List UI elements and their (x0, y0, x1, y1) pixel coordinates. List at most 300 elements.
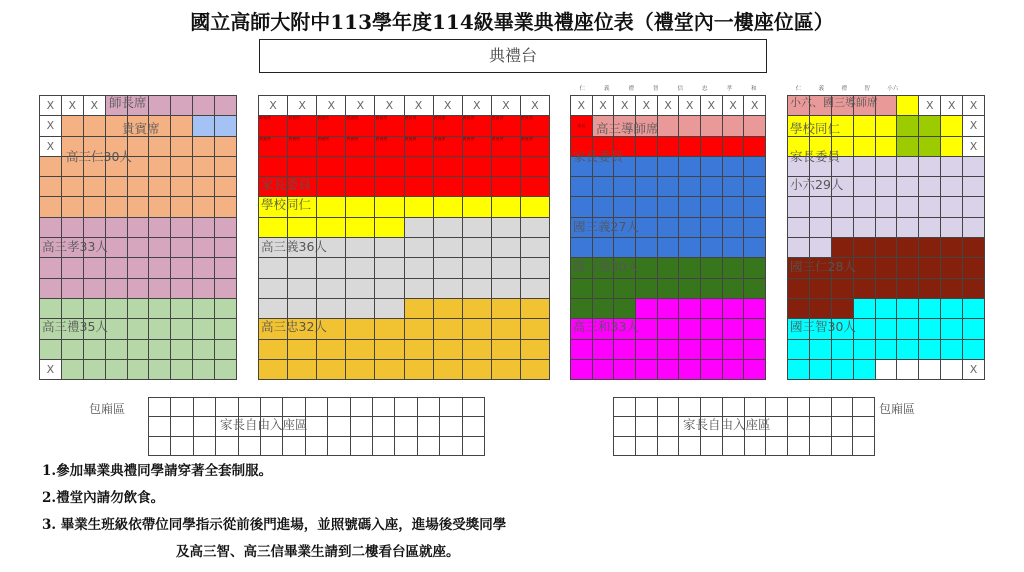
seat-cell (193, 279, 215, 299)
seat-cell: X (963, 137, 985, 157)
seat-cell (405, 360, 434, 380)
seat-cell (434, 157, 463, 177)
seat-cell (832, 319, 854, 339)
seat-cell (440, 417, 462, 436)
seat-cell (405, 137, 434, 157)
seat-cell (919, 279, 941, 299)
seat-cell (963, 157, 985, 177)
seat-cell (723, 258, 745, 278)
seat-cell (854, 96, 876, 116)
seat-cell (810, 258, 832, 278)
seat-cell (941, 218, 963, 238)
seat-cell (832, 177, 854, 197)
seat-cell (418, 417, 440, 436)
seat-cell (679, 417, 701, 436)
seat-cell (62, 279, 84, 299)
seat-cell (614, 437, 636, 456)
seat-cell (723, 116, 745, 136)
seat-cell (614, 279, 636, 299)
seat-cell (941, 340, 963, 360)
seat-cell (941, 258, 963, 278)
seat-cell (679, 218, 701, 238)
column-header-label: 忠 (701, 86, 708, 92)
seat-cell (128, 197, 150, 217)
seat-cell (288, 197, 317, 217)
section-label: 高三仁30人 (66, 149, 132, 164)
seat-cell (405, 279, 434, 299)
seat-cell (193, 218, 215, 238)
seat-cell (128, 360, 150, 380)
seat-cell (788, 299, 810, 319)
seat-cell (171, 437, 193, 456)
seat-cell (492, 340, 521, 360)
seat-cell (259, 177, 288, 197)
seat-cell (963, 299, 985, 319)
note-line: 1.參加畢業典禮同學請穿著全套制服。 (42, 463, 273, 479)
seat-cell (259, 157, 288, 177)
seat-cell (128, 137, 150, 157)
seat-cell (128, 299, 150, 319)
seat-cell (832, 437, 854, 456)
seat-cell (614, 116, 636, 136)
seat-cell (788, 437, 810, 456)
seat-cell (84, 279, 106, 299)
seat-cell (636, 177, 658, 197)
seat-cell (149, 137, 171, 157)
seat-cell (106, 319, 128, 339)
seat-cell (317, 238, 346, 258)
seat-cell (405, 157, 434, 177)
seat-cell (897, 96, 919, 116)
seat-cell (128, 319, 150, 339)
seat-cell: X (963, 96, 985, 116)
seat-cell (571, 137, 593, 157)
seat-cell (636, 299, 658, 319)
seat-cell (593, 177, 615, 197)
seat-cell (701, 238, 723, 258)
micro-label: 貴賓席 (520, 136, 533, 141)
seat-cell (876, 116, 898, 136)
seat-cell (854, 340, 876, 360)
seat-cell (149, 319, 171, 339)
seat-cell (876, 177, 898, 197)
seat-grid (148, 397, 485, 456)
seat-cell (766, 398, 788, 417)
seat-cell (193, 299, 215, 319)
seat-cell (679, 238, 701, 258)
seat-cell (463, 417, 485, 436)
seat-cell (317, 258, 346, 278)
seat-cell (193, 258, 215, 278)
seat-cell (636, 238, 658, 258)
seat-cell (766, 417, 788, 436)
seat-cell (194, 398, 216, 417)
seat-cell (521, 238, 550, 258)
seat-cell (405, 319, 434, 339)
seat-cell (658, 398, 680, 417)
micro-label: 貴賓席 (346, 116, 359, 121)
micro-label: 貴賓席 (288, 116, 301, 121)
seat-cell (679, 299, 701, 319)
seat-cell (614, 340, 636, 360)
seat-cell (941, 137, 963, 157)
seat-cell (788, 417, 810, 436)
seat-cell (317, 360, 346, 380)
seat-cell (418, 398, 440, 417)
seat-cell (614, 258, 636, 278)
seat-cell (62, 157, 84, 177)
seat-cell (317, 116, 346, 136)
seat-cell (346, 157, 375, 177)
micro-label: 貴賓席 (462, 136, 475, 141)
column-header (787, 84, 907, 92)
seat-cell: X (492, 96, 521, 116)
section-label: 高三義36人 (261, 239, 327, 254)
seat-cell (963, 279, 985, 299)
seat-cell (346, 299, 375, 319)
seat-cell (40, 319, 62, 339)
seat-cell (283, 417, 305, 436)
seat-cell (40, 157, 62, 177)
seat-cell (614, 197, 636, 217)
seat-cell (919, 177, 941, 197)
seat-cell (288, 177, 317, 197)
seat-cell: X (62, 96, 84, 116)
seat-cell (832, 398, 854, 417)
seat-cell (346, 137, 375, 157)
seat-cell (62, 340, 84, 360)
seat-cell (259, 340, 288, 360)
seat-cell (658, 218, 680, 238)
seat-cell (854, 299, 876, 319)
seat-cell (521, 137, 550, 157)
seat-cell (40, 279, 62, 299)
seat-cell: X (317, 96, 346, 116)
seat-cell (492, 360, 521, 380)
seat-cell (434, 279, 463, 299)
seat-grid (787, 95, 985, 380)
seat-cell (571, 218, 593, 238)
seat-cell (593, 360, 615, 380)
seat-cell (375, 360, 404, 380)
seat-cell (375, 157, 404, 177)
seat-cell (571, 319, 593, 339)
seat-cell (171, 116, 193, 136)
seat-cell (106, 340, 128, 360)
seat-cell (216, 437, 238, 456)
seat-cell (723, 197, 745, 217)
seat-cell (963, 218, 985, 238)
seat-cell (832, 258, 854, 278)
seat-cell (215, 157, 237, 177)
seat-cell (171, 177, 193, 197)
seat-cell (434, 238, 463, 258)
seat-cell (919, 116, 941, 136)
seat-cell (215, 360, 237, 380)
seat-cell (171, 137, 193, 157)
seat-cell (679, 279, 701, 299)
seat-cell (40, 177, 62, 197)
seat-cell (658, 258, 680, 278)
seat-cell (636, 437, 658, 456)
seat-cell (723, 157, 745, 177)
seat-cell (897, 360, 919, 380)
seat-cell (128, 258, 150, 278)
seat-cell (259, 197, 288, 217)
seat-cell (463, 398, 485, 417)
seat-cell (571, 157, 593, 177)
seat-cell (636, 279, 658, 299)
seat-cell (679, 437, 701, 456)
seat-cell (259, 299, 288, 319)
seat-cell (40, 299, 62, 319)
seat-cell (876, 360, 898, 380)
seat-cell (492, 319, 521, 339)
seat-cell (810, 340, 832, 360)
seat-cell (463, 258, 492, 278)
seat-grid (39, 95, 237, 380)
seat-cell (84, 116, 106, 136)
seat-cell (375, 137, 404, 157)
seat-cell (171, 398, 193, 417)
seat-cell (897, 218, 919, 238)
seat-cell (193, 238, 215, 258)
seat-cell: X (593, 96, 615, 116)
seat-cell (919, 360, 941, 380)
seat-cell (963, 340, 985, 360)
seat-cell (463, 177, 492, 197)
seat-cell (723, 319, 745, 339)
seat-cell (876, 157, 898, 177)
seat-cell (62, 197, 84, 217)
seat-cell (317, 218, 346, 238)
seat-cell (492, 258, 521, 278)
column-header-label: 小六 (887, 86, 899, 92)
column-header-label: 義 (818, 86, 825, 92)
seat-cell (346, 319, 375, 339)
seat-cell (373, 417, 395, 436)
seat-cell (919, 319, 941, 339)
seat-cell (593, 197, 615, 217)
seat-cell (701, 437, 723, 456)
seat-cell (84, 299, 106, 319)
seat-cell (636, 319, 658, 339)
seat-cell (963, 177, 985, 197)
seat-cell (84, 157, 106, 177)
seat-cell (375, 238, 404, 258)
seat-cell (810, 137, 832, 157)
seat-cell (317, 299, 346, 319)
seat-cell (346, 238, 375, 258)
column-header-label: 智 (652, 86, 659, 92)
seat-cell (106, 258, 128, 278)
seat-cell (317, 279, 346, 299)
seat-cell (788, 197, 810, 217)
seat-cell (375, 116, 404, 136)
section-label: 高三孝33人 (42, 239, 108, 254)
seat-cell (744, 116, 766, 136)
seat-cell (832, 218, 854, 238)
seat-cell: X (963, 116, 985, 136)
seat-cell (149, 96, 171, 116)
micro-label: 貴賓席 (404, 136, 417, 141)
seating-section-right (787, 95, 985, 381)
seat-cell (492, 177, 521, 197)
seat-cell (259, 279, 288, 299)
seat-cell (897, 116, 919, 136)
seat-cell (571, 299, 593, 319)
micro-label: 貴賓席 (317, 116, 330, 121)
seat-cell (658, 319, 680, 339)
column-header-label: 孝 (726, 86, 732, 92)
seat-cell (593, 157, 615, 177)
seat-cell (593, 258, 615, 278)
seat-cell (40, 197, 62, 217)
seat-cell (62, 177, 84, 197)
seat-cell (658, 177, 680, 197)
column-header-label: 禮 (841, 86, 847, 92)
seat-cell (876, 197, 898, 217)
seat-cell: X (919, 96, 941, 116)
seat-cell (941, 116, 963, 136)
parents-area-left (148, 397, 485, 455)
seat-cell: X (963, 360, 985, 380)
seat-cell (149, 177, 171, 197)
seat-cell (788, 137, 810, 157)
seat-cell (521, 360, 550, 380)
seat-cell (571, 258, 593, 278)
seat-cell (679, 258, 701, 278)
seat-cell (193, 96, 215, 116)
parents-area-label: 家長自由入座區 (683, 417, 771, 432)
seat-cell: X (679, 96, 701, 116)
seat-cell (128, 157, 150, 177)
seat-cell (106, 96, 128, 116)
seat-cell (810, 218, 832, 238)
section-label: 家長委員 (790, 149, 841, 164)
seat-cell (854, 197, 876, 217)
seat-cell (84, 360, 106, 380)
seat-cell (701, 218, 723, 238)
seat-cell (658, 437, 680, 456)
seat-cell: X (701, 96, 723, 116)
seat-cell (963, 319, 985, 339)
seat-cell: X (636, 96, 658, 116)
seat-cell (463, 299, 492, 319)
seat-cell (593, 319, 615, 339)
section-label: 高三忠32人 (261, 319, 327, 334)
micro-label: 貴賓席 (259, 116, 271, 121)
seat-cell (788, 238, 810, 258)
seat-cell (876, 96, 898, 116)
seat-cell (745, 417, 767, 436)
column-header-label: 禮 (628, 86, 634, 92)
seat-cell (62, 238, 84, 258)
seat-cell (171, 218, 193, 238)
seat-cell (571, 238, 593, 258)
seat-cell (853, 417, 875, 436)
seat-cell (84, 218, 106, 238)
seat-cell (521, 157, 550, 177)
seat-cell (259, 238, 288, 258)
seat-cell (463, 116, 492, 136)
seat-cell (440, 398, 462, 417)
seat-cell (149, 238, 171, 258)
seat-cell (84, 340, 106, 360)
seat-cell (434, 137, 463, 157)
seat-cell (810, 96, 832, 116)
seat-cell (395, 417, 417, 436)
seat-cell (106, 116, 128, 136)
seat-cell (149, 398, 171, 417)
seat-cell (375, 218, 404, 238)
seat-cell (854, 238, 876, 258)
seat-cell (128, 96, 150, 116)
seat-cell (788, 116, 810, 136)
seat-cell (346, 258, 375, 278)
seat-cell (239, 417, 261, 436)
seat-cell (701, 177, 723, 197)
seat-cell (897, 340, 919, 360)
seat-cell (306, 437, 328, 456)
seat-cell (571, 340, 593, 360)
seat-cell (701, 279, 723, 299)
seat-cell: X (614, 96, 636, 116)
seat-cell (571, 360, 593, 380)
seat-cell (215, 177, 237, 197)
seat-cell (215, 279, 237, 299)
seat-cell (897, 279, 919, 299)
micro-label: 貴賓席 (462, 116, 475, 121)
seat-cell (658, 360, 680, 380)
seat-cell (854, 218, 876, 238)
seat-cell (405, 340, 434, 360)
seat-cell (723, 299, 745, 319)
seat-cell (788, 360, 810, 380)
seat-cell (854, 319, 876, 339)
seat-cell (375, 258, 404, 278)
seat-cell (832, 197, 854, 217)
seat-cell (745, 398, 767, 417)
seat-cell (149, 417, 171, 436)
seat-cell: X (84, 96, 106, 116)
seat-cell (40, 340, 62, 360)
seat-cell (171, 96, 193, 116)
seat-cell (658, 238, 680, 258)
seat-cell (128, 238, 150, 258)
seat-cell (328, 417, 350, 436)
seat-cell (636, 258, 658, 278)
seat-cell (288, 137, 317, 157)
seat-cell (346, 279, 375, 299)
note-line: 及高三智、高三信畢業生請到二樓看台區就座。 (176, 544, 460, 560)
seat-cell (492, 279, 521, 299)
seat-cell (723, 177, 745, 197)
seat-cell (106, 197, 128, 217)
seat-cell: X (434, 96, 463, 116)
seat-cell (658, 279, 680, 299)
seat-cell (261, 398, 283, 417)
seat-cell (288, 360, 317, 380)
seat-cell (216, 417, 238, 436)
seat-cell (395, 437, 417, 456)
seat-cell (744, 279, 766, 299)
section-label: 高三和33人 (573, 319, 639, 334)
seat-cell: X (405, 96, 434, 116)
seat-cell (897, 319, 919, 339)
seat-cell (375, 197, 404, 217)
seat-cell (259, 137, 288, 157)
